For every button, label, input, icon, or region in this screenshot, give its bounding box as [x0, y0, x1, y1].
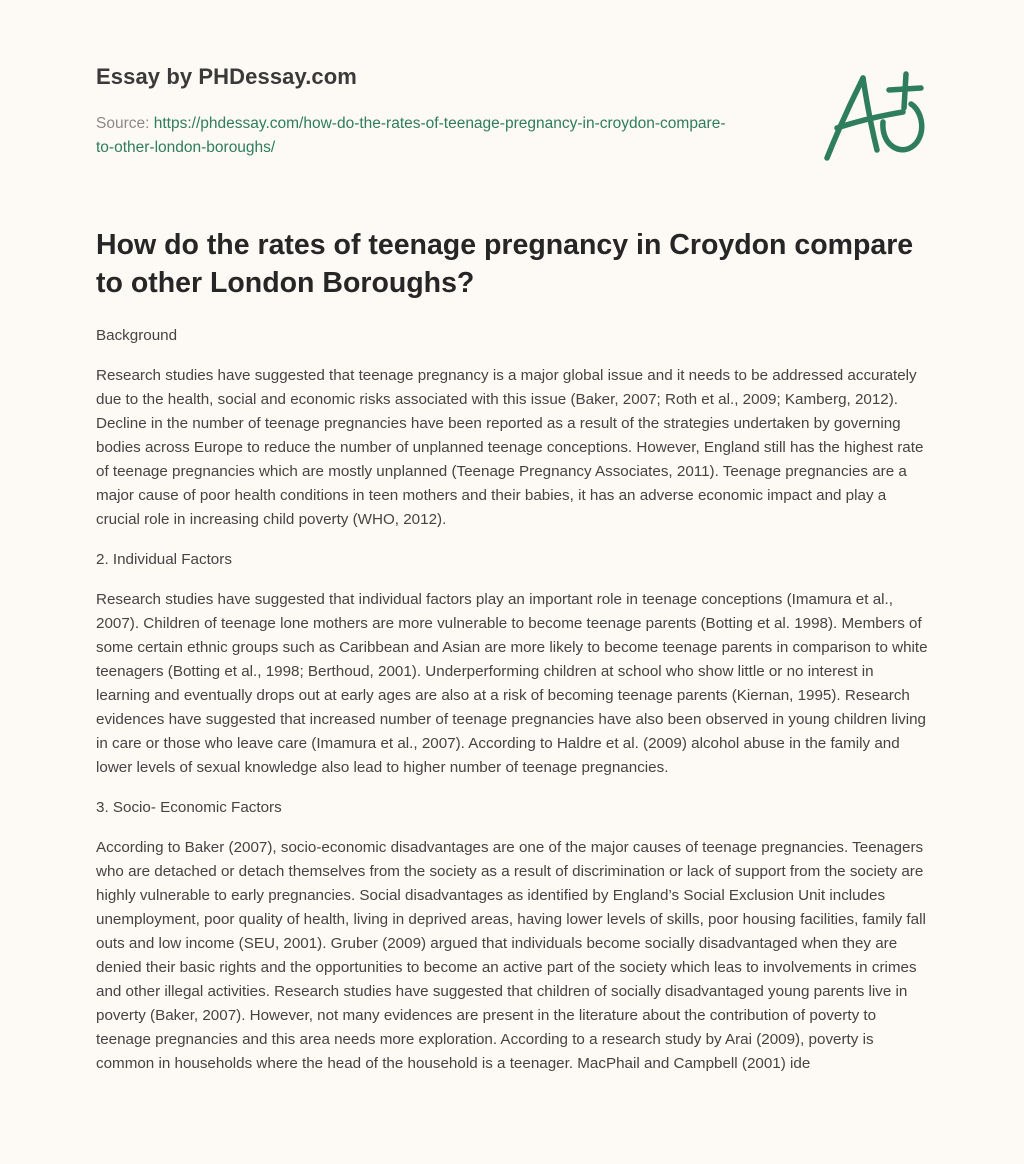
section-heading-background: Background: [96, 327, 178, 344]
section-heading-socio-economic-factors: 3. Socio- Economic Factors: [96, 799, 282, 816]
paragraph: According to Baker (2007), socio-economic disadvantages are one of the major causes of teenage pregnancies. Teenagers who are detached or detach themselves from the society as a result of discrimination or lack of support from the society are highly vulnerable to early pregnancies. Social disadvantages as identified by England’s Social Exclusion Unit includes unemployment, poor quality of health, living in deprived areas, having lower levels of skills, poor housing facilities, family fall outs and low income (SEU, 2001). Gruber (2009) argued that individuals become socially disadvantaged when they are denied their basic rights and the opportunities to become an active part of the society which leas to involvements in crimes and other illegal activities. Research studies have suggested that children of socially disadvantaged young parents live in poverty (Baker, 2007). However, not many evidences are present in the literature about the contribution of poverty to teenage pregnancies and this area needs more exploration. According to a research study by Arai (2009), poverty is common in households where the head of the household is a teenager. MacPhail and Campbell (2001) ide: [96, 839, 926, 1072]
site-brand: Essay by PHDessay.com: [96, 64, 357, 89]
paragraph: Research studies have suggested that teenage pregnancy is a major global issue and it needs to be addressed accurately due to the health, social and economic risks associated with this issue (Baker, 2007; Roth et al., 2009; Kamberg, 2012). Decline in the number of teenage pregnancies have been reported as a result of the strategies undertaken by governing bodies across Europe to reduce the number of unplanned teenage conceptions. However, England still has the highest rate of teenage pregnancies which are mostly unplanned (Teenage Pregnancy Associates, 2011). Teenage pregnancies are a major cause of poor health conditions in teen mothers and their babies, it has an adverse economic impact and play a crucial role in increasing child poverty (WHO, 2012).: [96, 367, 924, 528]
a-plus-grade-icon: [823, 66, 933, 170]
source-link[interactable]: https://phdessay.com/how-do-the-rates-of-teenage-pregnancy-in-croydon-compare-to-other-london-boroughs/: [96, 115, 726, 156]
section-heading-individual-factors: 2. Individual Factors: [96, 551, 232, 568]
source-label: Source:: [96, 115, 150, 132]
essay-body: [96, 324, 928, 1092]
essay-title: How do the rates of teenage pregnancy in Croydon compare to other London Boroughs?: [96, 229, 914, 299]
paragraph: Research studies have suggested that individual factors play an important role in teenage conceptions (Imamura et al., 2007). Children of teenage lone mothers are more vulnerable to become teenage parents (Botting et al. 1998). Members of some certain ethnic groups such as Caribbean and Asian are more likely to become teenage parents in comparison to white teenagers (Botting et al., 1998; Berthoud, 2001). Underperforming children at school who show little or no interest in learning and eventually drops out at early ages are also at a risk of becoming teenage parents (Kiernan, 1995). Research evidences have suggested that increased number of teenage pregnancies have also been observed in young children living in care or those who leave care (Imamura et al., 2007). According to Haldre et al. (2009) alcohol abuse in the family and lower levels of sexual knowledge also lead to higher number of teenage pregnancies.: [96, 591, 928, 776]
source-line: [96, 112, 736, 160]
